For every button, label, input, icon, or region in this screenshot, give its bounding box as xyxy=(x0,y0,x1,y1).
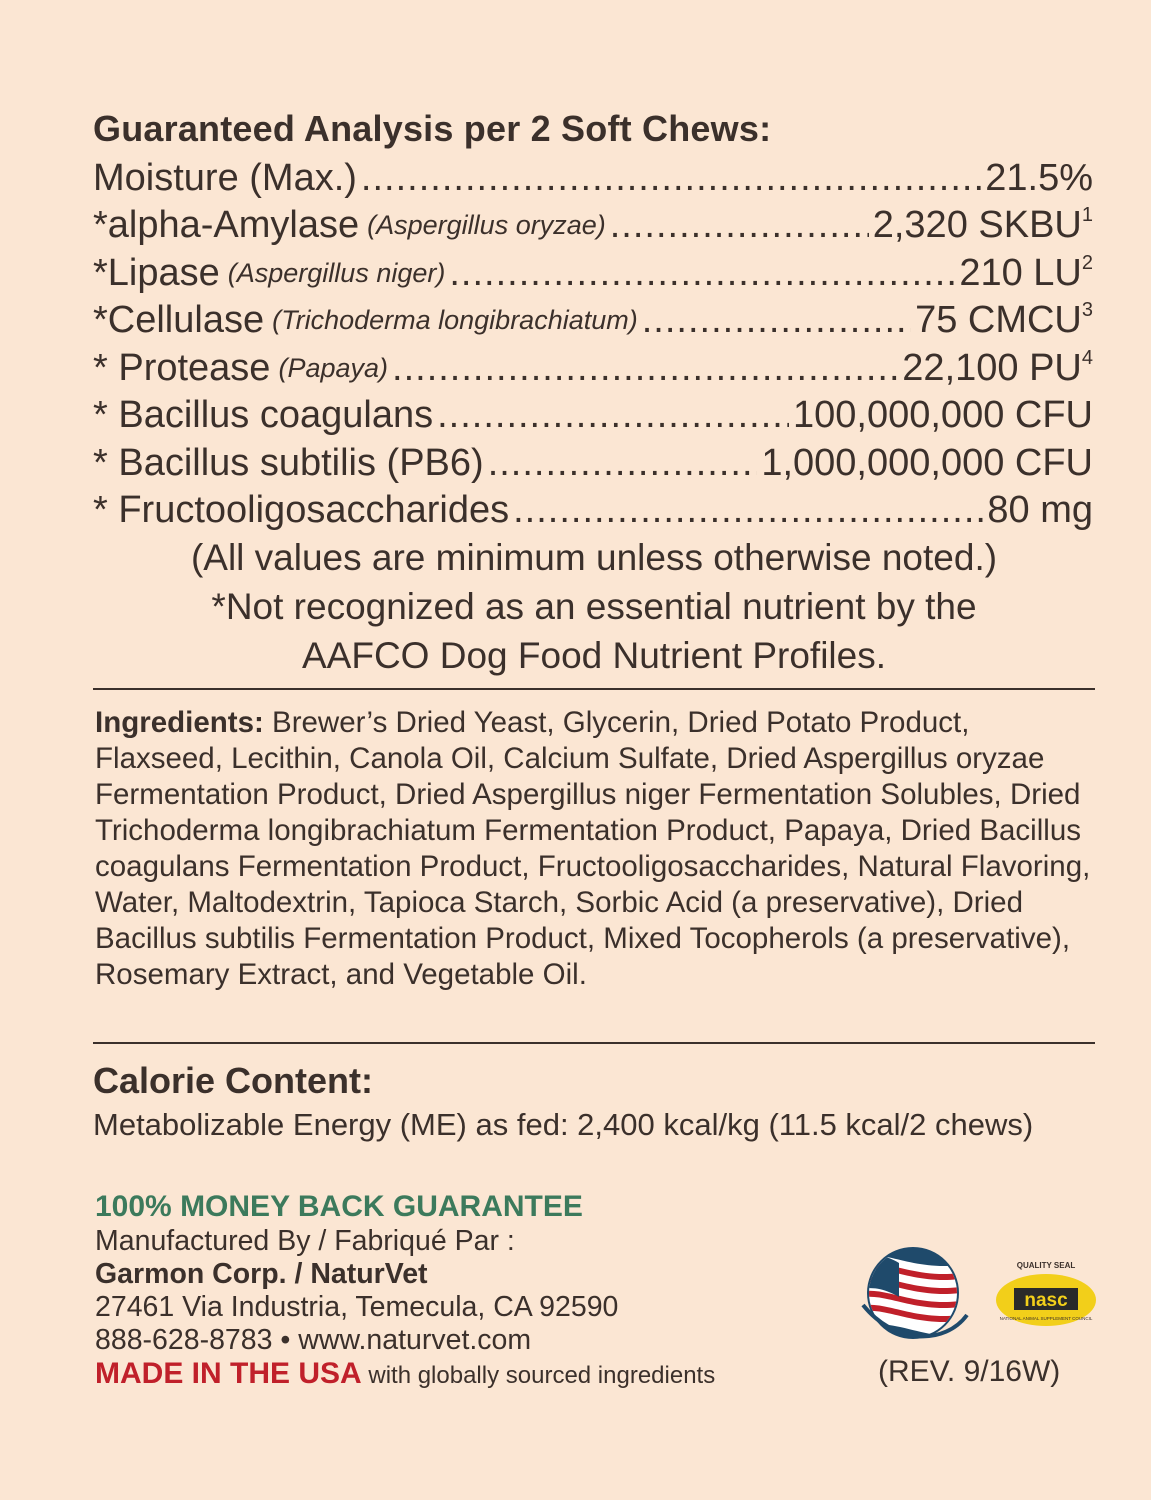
footnote-marker: 3 xyxy=(1081,299,1093,321)
analysis-row-moisture xyxy=(93,154,1093,202)
made-in-usa-line xyxy=(95,1357,715,1391)
row-name: * Bacillus coagulans xyxy=(93,394,434,436)
analysis-row-cellulase xyxy=(93,297,1093,345)
row-name: * Fructooligosaccharides xyxy=(93,489,510,531)
row-value: 100,000,000 CFU xyxy=(793,394,1093,436)
leader-dots xyxy=(488,440,758,487)
analysis-row-bacillus-subtilis xyxy=(93,439,1093,487)
footnote-marker: 4 xyxy=(1081,346,1093,369)
guaranteed-analysis-title: Guaranteed Analysis per 2 Soft Chews: xyxy=(93,108,772,149)
analysis-row-protease xyxy=(93,344,1093,392)
analysis-note-aafco-2: AAFCO Dog Food Nutrient Profiles. xyxy=(302,635,886,676)
ingredients-paragraph xyxy=(95,705,1095,993)
row-name: *Cellulase xyxy=(93,299,265,341)
divider xyxy=(93,688,1095,690)
revision-code: (REV. 9/16W) xyxy=(878,1355,1061,1388)
leader-dots xyxy=(437,392,789,439)
leader-dots xyxy=(642,297,911,344)
nasc-quality-seal-icon xyxy=(990,1256,1102,1336)
seal-mark-text: nasc xyxy=(1024,1290,1068,1311)
analysis-row-fos xyxy=(93,487,1093,535)
row-name: *alpha-Amylase xyxy=(93,204,360,246)
row-source: (Aspergillus niger) xyxy=(227,257,446,288)
row-name: Moisture (Max.) xyxy=(93,156,357,199)
footnote-marker: 2 xyxy=(1081,251,1093,274)
company-contact: 888-628-8783 • www.naturvet.com xyxy=(95,1324,532,1356)
company-address: 27461 Via Industria, Temecula, CA 92590 xyxy=(95,1291,619,1323)
calorie-content-text: Metabolizable Energy (ME) as fed: 2,400 kcal/kg (11.5 kcal/2 chews) xyxy=(93,1107,1034,1142)
ingredients-label: Ingredients: xyxy=(95,706,264,739)
manufactured-by-label: Manufactured By / Fabriqué Par : xyxy=(95,1225,515,1257)
row-value: 22,100 $PU^4$ xyxy=(902,346,1093,389)
analysis-note-aafco-1: *Not recognized as an essential nutrient by the xyxy=(211,586,977,627)
row-value: 75 CMCU$^3$ xyxy=(915,299,1093,341)
made-in-usa: MADE IN THE USA xyxy=(95,1357,362,1390)
row-value: 210 $LU^2$ xyxy=(959,251,1093,294)
ingredients-text: Brewer’s Dried Yeast, Glycerin, Dried Potato Product, Flaxseed, Lecithin, Canola Oil, Calcium Sulfate, Dried Aspergillus oryzae Fermentation Product, Dried Aspergillus niger Fermentation Solubles, Dried Trichoderma longibrachiatum Fermentation Product, Papaya, Dried Bacillus coagulans Fermentation Product, Fructooligosaccharides, Natural Flavoring, Water, Maltodextrin, Tapioca Starch, Sorbic Acid (a preservative), Dried Bacillus subtilis Fermentation Product, Mixed Tocopherols (a preservative), Rosemary Extract, and Vegetable Oil. xyxy=(95,706,1091,991)
analysis-row-bacillus-coagulans xyxy=(93,392,1093,440)
money-back-guarantee: 100% MONEY BACK GUARANTEE xyxy=(95,1190,583,1223)
manufacturer-info xyxy=(95,1225,618,1357)
analysis-row-amylase xyxy=(93,202,1093,250)
analysis-note-minimum: (All values are minimum unless otherwise noted.) xyxy=(190,537,998,578)
row-value: 80 mg xyxy=(987,489,1093,531)
leader-dots xyxy=(513,487,983,534)
row-value: 1,000,000,000 CFU xyxy=(761,441,1093,484)
usa-flag-circle-icon xyxy=(855,1245,973,1341)
calorie-content-title: Calorie Content: xyxy=(93,1060,374,1101)
divider xyxy=(93,1042,1095,1044)
row-name: *Lipase xyxy=(93,251,220,294)
leader-dots xyxy=(361,155,981,202)
row-value: 21.5% xyxy=(985,156,1093,199)
row-name: * Protease xyxy=(93,346,271,389)
seal-bottom-text: NATIONAL ANIMAL SUPPLEMENT COUNCIL xyxy=(999,1316,1093,1321)
seal-top-text: QUALITY SEAL xyxy=(1016,1261,1076,1270)
sourcing-note: with globally sourced ingredients xyxy=(361,1362,716,1389)
leader-dots xyxy=(392,345,898,392)
row-source: (Aspergillus oryzae) xyxy=(367,210,606,240)
leader-dots xyxy=(449,250,955,297)
guaranteed-analysis-table xyxy=(93,154,1093,534)
company-name: Garmon Corp. / NaturVet xyxy=(95,1258,428,1290)
leader-dots xyxy=(610,202,869,249)
row-source: (Papaya) xyxy=(278,352,389,383)
analysis-row-lipase xyxy=(93,249,1093,297)
row-name: * Bacillus subtilis (PB6) xyxy=(93,441,484,484)
row-value: 2,320 SKBU$^1$ xyxy=(872,204,1093,246)
footnote-marker: 1 xyxy=(1081,204,1093,226)
row-source: (Trichoderma longibrachiatum) xyxy=(272,305,638,335)
